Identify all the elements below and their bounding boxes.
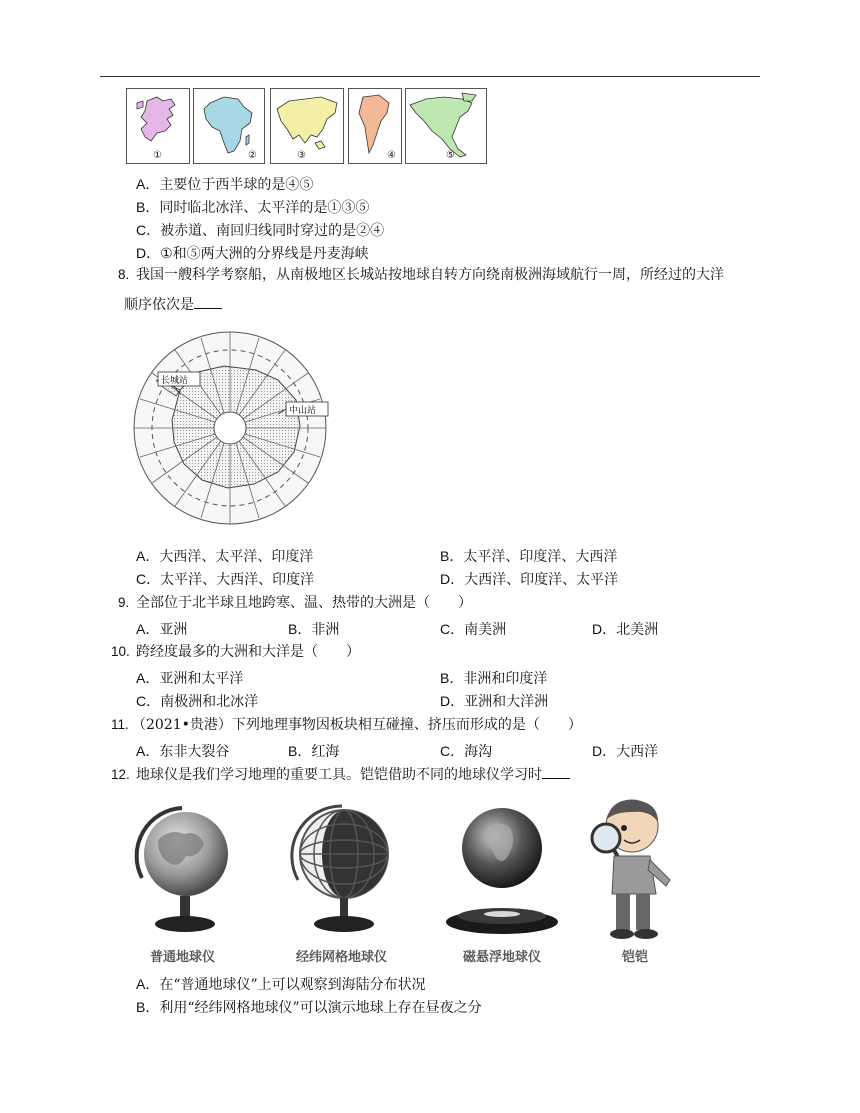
grid-globe-image — [286, 800, 396, 940]
q8-option-b[interactable]: B．太平洋、印度洋、大西洋 — [440, 548, 618, 565]
q10-option-d[interactable]: D．亚洲和大洋洲 — [440, 693, 549, 710]
continent-map-4 — [348, 88, 402, 164]
q8-option-a[interactable]: A．大西洋、太平洋、印度洋 — [136, 548, 314, 565]
q7-option-d[interactable]: D．①和⑤两大洲的分界线是丹麦海峡 — [136, 245, 369, 262]
q8-number: 8. — [118, 267, 130, 282]
q8-option-c[interactable]: C．太平洋、大西洋、印度洋 — [136, 571, 315, 588]
map-number-5: ⑤ — [446, 150, 455, 161]
q12-number: 12. — [111, 767, 130, 782]
maglev-globe-image — [440, 800, 560, 940]
ordinary-globe-label: 普通地球仪 — [150, 950, 216, 965]
map-number-2: ② — [248, 150, 257, 161]
map-number-4: ④ — [387, 150, 396, 161]
continent-map-1 — [126, 88, 190, 164]
q7-option-b[interactable]: B．同时临北冰洋、太平洋的是①③⑤ — [136, 199, 370, 216]
q11-option-d[interactable]: D．大西洋 — [592, 743, 659, 760]
q10-option-c[interactable]: C．南极洲和北冰洋 — [136, 693, 259, 710]
q8-stem-line2: 顺序依次是 — [124, 294, 222, 316]
q9-option-d[interactable]: D．北美洲 — [592, 621, 659, 638]
kaikai-label: 铠铠 — [622, 950, 649, 965]
q12-stem: 地球仪是我们学习地理的重要工具。铠铠借助不同的地球仪学习时 — [136, 764, 570, 786]
q11-option-a[interactable]: A．东非大裂谷 — [136, 743, 230, 760]
q7-option-a[interactable]: A．主要位于西半球的是④⑤ — [136, 176, 314, 193]
q10-number: 10. — [111, 644, 130, 659]
q9-stem: 全部位于北半球且地跨寒、温、热带的大洲是（ ） — [136, 595, 472, 611]
header-rule — [100, 76, 760, 77]
q11-number: 11. — [111, 717, 129, 732]
map-number-3: ③ — [297, 150, 306, 161]
continent-map-3 — [270, 88, 344, 164]
ordinary-globe-image — [128, 800, 228, 940]
q11-option-b[interactable]: B．红海 — [288, 743, 340, 760]
q11-option-c[interactable]: C．海沟 — [440, 743, 493, 760]
q10-option-a[interactable]: A．亚洲和太平洋 — [136, 670, 244, 687]
q10-stem: 跨经度最多的大洲和大洋是（ ） — [136, 644, 360, 660]
q8-option-d[interactable]: D．大西洋、印度洋、太平洋 — [440, 571, 619, 588]
q12-answer-blank[interactable] — [542, 764, 570, 779]
q9-option-b[interactable]: B．非洲 — [288, 621, 340, 638]
q9-number: 9. — [118, 595, 130, 610]
q8-answer-blank[interactable] — [194, 294, 222, 309]
q7-option-c[interactable]: C．被赤道、南回归线同时穿过的是②④ — [136, 222, 385, 239]
continent-map-2 — [193, 88, 265, 164]
q8-stem-line1: 我国一艘科学考察船，从南极地区长城站按地球自转方向绕南极洲海域航行一周，所经过的大洋 — [136, 267, 724, 283]
zhongshan-station-label: 中山站 — [289, 406, 317, 416]
grid-globe-label: 经纬网格地球仪 — [296, 950, 388, 965]
map-number-1: ① — [153, 150, 162, 161]
q12-option-a[interactable]: A．在“普通地球仪”上可以观察到海陆分布状况 — [136, 976, 426, 993]
changcheng-station-label: 长城站 — [161, 376, 189, 386]
q9-option-c[interactable]: C．南美洲 — [440, 621, 507, 638]
q11-stem: （2021•贵港）下列地理事物因板块相互碰撞、挤压而形成的是（ ） — [132, 717, 582, 733]
q12-option-b[interactable]: B．利用“经纬网格地球仪”可以演示地球上存在昼夜之分 — [136, 999, 482, 1016]
maglev-globe-label: 磁悬浮地球仪 — [463, 950, 542, 965]
continent-map-5 — [405, 88, 487, 164]
antarctica-map — [128, 330, 333, 525]
kaikai-boy-image — [584, 794, 688, 944]
q10-option-b[interactable]: B．非洲和印度洋 — [440, 670, 548, 687]
q9-option-a[interactable]: A．亚洲 — [136, 621, 188, 638]
